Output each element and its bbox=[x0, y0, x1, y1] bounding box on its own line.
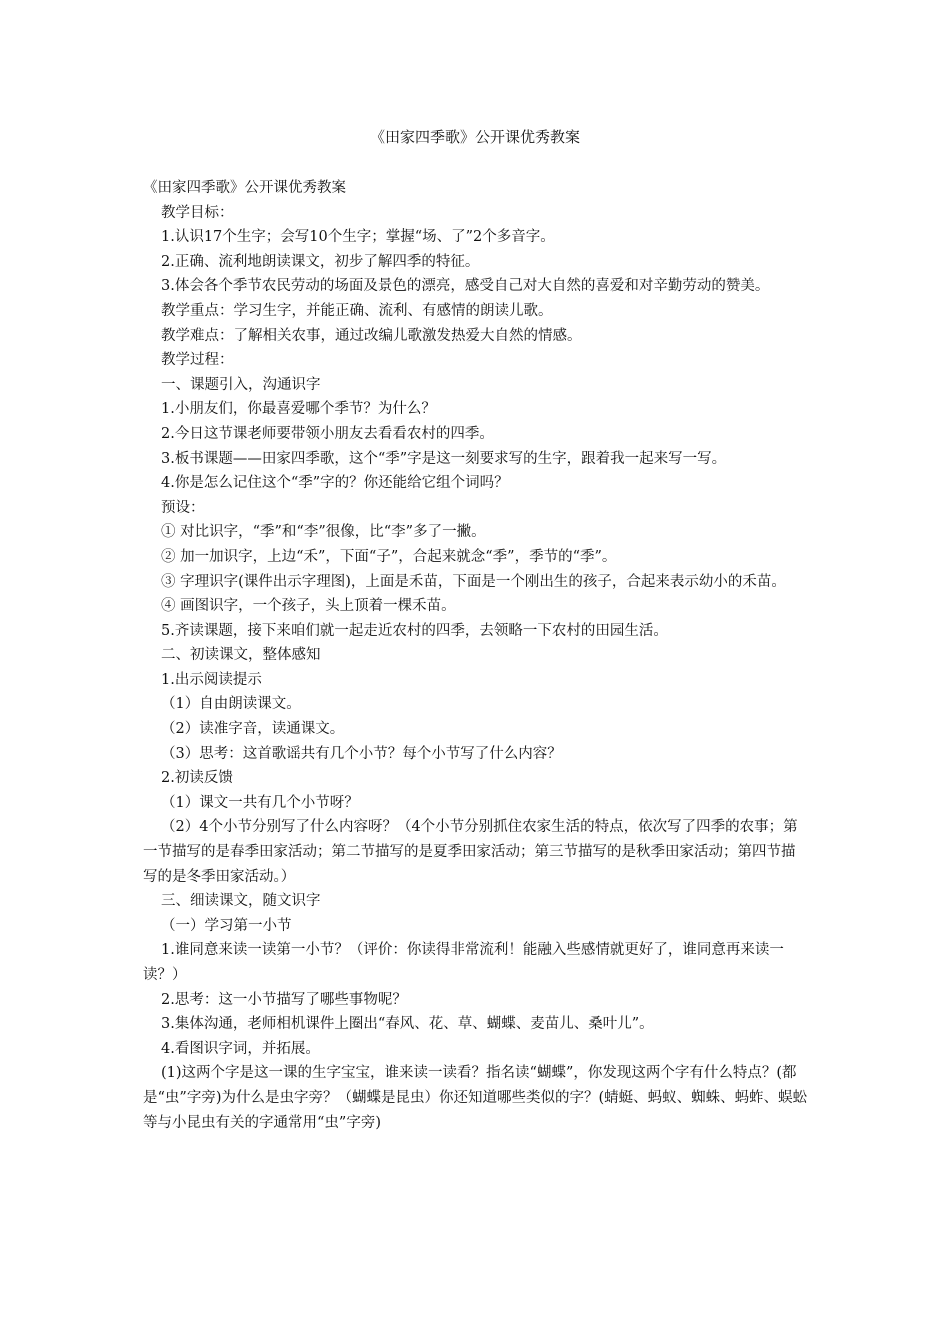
paragraph: 教学过程： bbox=[161, 352, 234, 369]
paragraph: 2.今日这节课老师要带领小朋友去看看农村的四季。 bbox=[161, 425, 494, 442]
paragraph: 1.谁同意来读一读第一小节？（评价：你读得非常流利！能融入些感情就更好了，谁同意再来读一读？） bbox=[143, 942, 784, 983]
paragraph: 一、课题引入，沟通识字 bbox=[161, 376, 321, 393]
paragraph: 教学难点：了解相关农事，通过改编儿歌激发热爱大自然的情感。 bbox=[161, 327, 582, 344]
paragraph: 2.初读反馈 bbox=[161, 770, 233, 787]
document-body bbox=[143, 176, 809, 1135]
paragraph: 1.出示阅读提示 bbox=[161, 671, 262, 688]
paragraph: 教学目标： bbox=[161, 204, 234, 221]
paragraph: （1）课文一共有几个小节呀？ bbox=[161, 794, 359, 811]
paragraph: （2）4个小节分别写了什么内容呀？（4个小节分别抓住农家生活的特点，依次写了四季的农事；第一节描写的是春季田家活动；第二节描写的是夏季田家活动；第三节描写的是秋季田家活动；第四节描写的是冬季田家活动。） bbox=[143, 819, 798, 885]
paragraph: ③ 字理识字(课件出示字理图)，上面是禾苗，下面是一个刚出生的孩子，合起来表示幼小的禾苗。 bbox=[161, 573, 786, 590]
paragraph: 3.集体沟通，老师相机课件上圈出“春风、花、草、蝴蝶、麦苗儿、桑叶儿”。 bbox=[161, 1016, 654, 1033]
paragraph: 4.你是怎么记住这个“季”字的？你还能给它组个词吗？ bbox=[161, 475, 509, 492]
paragraph: 《田家四季歌》公开课优秀教案 bbox=[143, 180, 346, 196]
paragraph: 预设： bbox=[161, 499, 205, 516]
paragraph: 5.齐读课题，接下来咱们就一起走近农村的四季，去领略一下农村的田园生活。 bbox=[161, 622, 668, 639]
paragraph: 三、细读课文，随文识字 bbox=[161, 893, 321, 910]
paragraph: 1.认识17个生字；会写10个生字；掌握“场、了”2个多音字。 bbox=[161, 229, 555, 246]
paragraph: 2.正确、流利地朗读课文，初步了解四季的特征。 bbox=[161, 253, 480, 270]
paragraph: ② 加一加识字，上边“禾”，下面“子”，合起来就念“季”，季节的“季”。 bbox=[161, 548, 617, 565]
document-title: 《田家四季歌》公开课优秀教案 bbox=[369, 128, 580, 146]
paragraph: 1.小朋友们，你最喜爱哪个季节？为什么？ bbox=[161, 401, 436, 418]
paragraph: （2）读准字音，读通课文。 bbox=[161, 721, 345, 738]
paragraph: ④ 画图识字，一个孩子，头上顶着一棵禾苗。 bbox=[161, 598, 456, 615]
paragraph: 二、初读课文，整体感知 bbox=[161, 647, 321, 664]
paragraph: (1)这两个字是这一课的生字宝宝，谁来读一读看？指名读“蝴蝶”，你发现这两个字有什么特点？(都是“虫”字旁)为什么是虫字旁？（蝴蝶是昆虫）你还知道哪些类似的字？(蜻蜓、蚂蚁、蜘蛛、蚂蚱、蜈蚣等与小昆虫有关的字通常用“虫”字旁) bbox=[143, 1065, 808, 1131]
paragraph: （一）学习第一小节 bbox=[161, 917, 292, 934]
paragraph: ① 对比识字，“季”和“李”很像，比“李”多了一撇。 bbox=[161, 524, 486, 541]
paragraph: 3.体会各个季节农民劳动的场面及景色的漂亮，感受自己对大自然的喜爱和对辛勤劳动的赞美。 bbox=[161, 278, 770, 295]
paragraph: 2.思考：这一小节描写了哪些事物呢？ bbox=[161, 991, 407, 1008]
paragraph: 3.板书课题——田家四季歌，这个“季”字是这一刻要求写的生字，跟着我一起来写一写。 bbox=[161, 450, 727, 467]
paragraph: （3）思考：这首歌谣共有几个小节？每个小节写了什么内容？ bbox=[161, 745, 562, 762]
paragraph: （1）自由朗读课文。 bbox=[161, 696, 301, 713]
paragraph: 4.看图识字词，并拓展。 bbox=[161, 1040, 320, 1057]
paragraph: 教学重点：学习生字，并能正确、流利、有感情的朗读儿歌。 bbox=[161, 302, 553, 319]
